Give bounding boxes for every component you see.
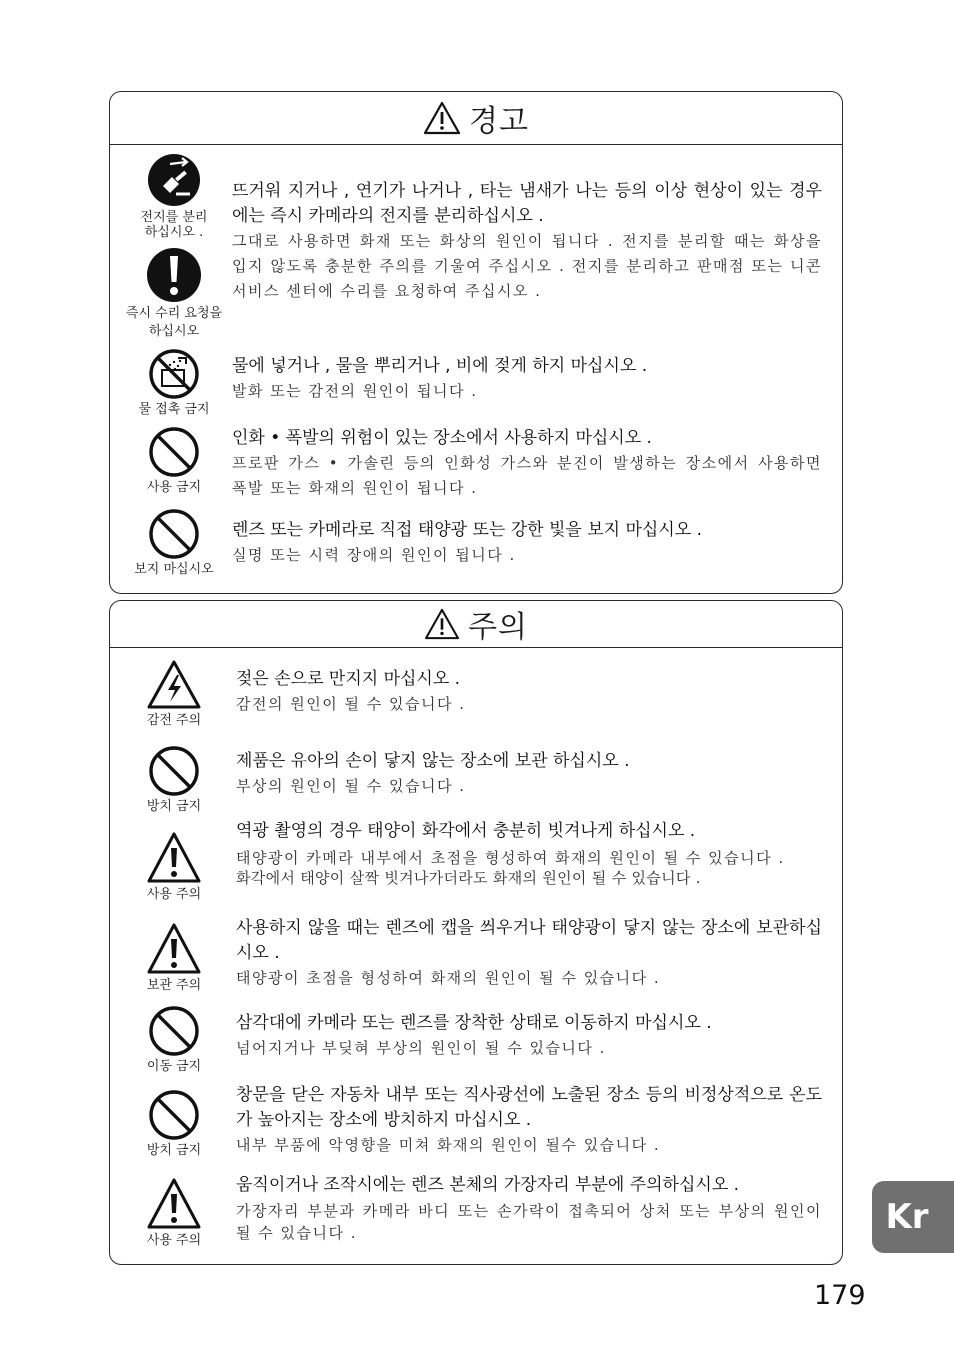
item-body: 프로판 가스 • 가솔린 등의 인화성 가스와 분진이 발생하는 장소에서 사용하면 폭발 또는 화재의 원인이 됩니다 .: [232, 454, 822, 497]
item-body: 가장자리 부분과 카메라 바디 또는 손가락이 접촉되어 상처 또는 부상의 원인이 될 수 있습니다 .: [236, 1202, 822, 1242]
icon-group: [114, 1005, 234, 1075]
icon-caption: 즉시 수리 요청을 하십시오: [125, 306, 223, 339]
icon-caption: 물 접촉 금지: [138, 402, 210, 417]
item-body: 실명 또는 시력 장애의 원인이 됩니다 .: [232, 546, 516, 564]
item-text: [236, 916, 822, 991]
page-number: 179: [814, 1280, 866, 1311]
item-text: [232, 354, 822, 404]
icon-caption: 보관 주의: [146, 978, 202, 993]
warning-header: [110, 92, 842, 145]
item-text: [236, 819, 822, 888]
prohibited-icon: [148, 508, 200, 560]
item-heading: 뜨거워 지거나 , 연기가 나거나 , 타는 냄새가 나는 등의 이상 현상이 있는 경우에는 즉시 카메라의 전지를 분리하십시오 .: [232, 181, 822, 226]
icon-group: [114, 831, 234, 903]
warning-triangle-icon: [423, 101, 461, 135]
icon-caption: 방치 금지: [146, 1143, 202, 1158]
item-body: 태양광이 초점을 형성하여 화재의 원인이 될 수 있습니다 .: [236, 969, 661, 987]
caution-header: [110, 601, 842, 648]
item-heading: 인화 • 폭발의 위험이 있는 장소에서 사용하지 마십시오 .: [232, 428, 652, 448]
item-text: [236, 667, 822, 717]
warning-triangle-icon: [424, 608, 460, 640]
icon-caption: 보지 마십시오: [134, 562, 214, 577]
item-text: [232, 518, 822, 568]
item-text: [232, 179, 822, 304]
item-heading: 삼각대에 카메라 또는 렌즈를 장착한 상태로 이동하지 마십시오 .: [236, 1013, 712, 1033]
icon-caption: 방치 금지: [146, 799, 202, 814]
caution-title: 주의: [468, 610, 528, 645]
item-heading: 제품은 유아의 손이 닿지 않는 장소에 보관 하십시오 .: [236, 751, 630, 771]
icon-group: [114, 348, 234, 418]
caution-box: [109, 600, 843, 1265]
item-heading: 움직이거나 조작시에는 렌즈 본체의 가장자리 부분에 주의하십시오 .: [236, 1175, 740, 1195]
caution-triangle-icon: [146, 922, 202, 976]
icon-group: [114, 659, 234, 729]
icon-group: [114, 152, 234, 240]
item-body: 내부 부품에 악영향을 미쳐 화재의 원인이 될수 있습니다 .: [236, 1136, 661, 1154]
caution-triangle-icon: [146, 1177, 202, 1231]
item-text: [236, 1173, 822, 1244]
item-heading: 역광 촬영의 경우 태양이 화각에서 충분히 빗겨나게 하십시오 .: [236, 821, 696, 841]
item-body: 넘어지거나 부딪혀 부상의 원인이 될 수 있습니다 .: [236, 1039, 606, 1057]
item-heading: 창문을 닫은 자동차 내부 또는 직사광선에 노출된 장소 등의 비정상적으로 온도가 높아지는 장소에 방치하지 마십시오 .: [236, 1085, 822, 1130]
icon-group: [114, 1089, 234, 1159]
item-text: [236, 749, 822, 799]
item-heading: 물에 넣거나 , 물을 뿌리거나 , 비에 젖게 하지 마십시오 .: [232, 356, 648, 376]
no-water-icon: [148, 348, 200, 400]
icon-caption: 감전 주의: [146, 713, 202, 728]
icon-caption: 사용 금지: [146, 480, 202, 495]
exclamation-circle-icon: [146, 247, 202, 303]
item-text: [232, 426, 822, 501]
caution-triangle-icon: [146, 831, 202, 885]
item-body: 발화 또는 감전의 원인이 됩니다 .: [232, 382, 478, 400]
item-body: 그대로 사용하면 화재 또는 화상의 원인이 됩니다 . 전지를 분리할 때는 화상을 입지 않도록 충분한 주의를 기울여 주십시오 . 전지를 분리하고 판매점 또는 니콘 서비스 센터에 수리를 요청하여 주십시오 .: [232, 232, 822, 300]
item-heading: 사용하지 않을 때는 렌즈에 캡을 씌우거나 태양광이 닿지 않는 장소에 보관하십시오 .: [236, 918, 822, 963]
icon-group: [114, 922, 234, 994]
prohibited-icon: [148, 1089, 200, 1141]
warning-title: 경고: [469, 104, 529, 139]
item-text: [236, 1011, 822, 1061]
icon-group: [114, 247, 234, 341]
electric-shock-icon: [146, 659, 202, 711]
prohibited-icon: [148, 745, 200, 797]
icon-group: [114, 1177, 234, 1249]
item-heading: 렌즈 또는 카메라로 직접 태양광 또는 강한 빛을 보지 마십시오 .: [232, 520, 702, 540]
item-body: 태양광이 카메라 내부에서 초점을 형성하여 화재의 원인이 될 수 있습니다 .: [236, 849, 785, 867]
prohibited-icon: [148, 426, 200, 478]
icon-caption: 사용 주의: [146, 1233, 202, 1248]
item-body: 부상의 원인이 될 수 있습니다 .: [236, 777, 466, 795]
item-heading: 젖은 손으로 만지지 마십시오 .: [236, 669, 461, 689]
language-tab: Kr: [872, 1181, 954, 1253]
item-text: [236, 1083, 822, 1158]
icon-caption: 전지를 분리 하십시오 .: [140, 210, 208, 240]
icon-caption: 이동 금지: [146, 1059, 202, 1074]
unplug-icon: [146, 152, 202, 208]
icon-group: [114, 508, 234, 578]
icon-group: [114, 745, 234, 815]
item-body: 감전의 원인이 될 수 있습니다 .: [236, 695, 466, 713]
item-body: 화각에서 태양이 살짝 빗겨나가더라도 화재의 원인이 될 수 있습니다 .: [236, 869, 701, 887]
warning-box: [109, 91, 843, 594]
icon-caption: 사용 주의: [146, 887, 202, 902]
icon-group: [114, 426, 234, 496]
prohibited-icon: [148, 1005, 200, 1057]
